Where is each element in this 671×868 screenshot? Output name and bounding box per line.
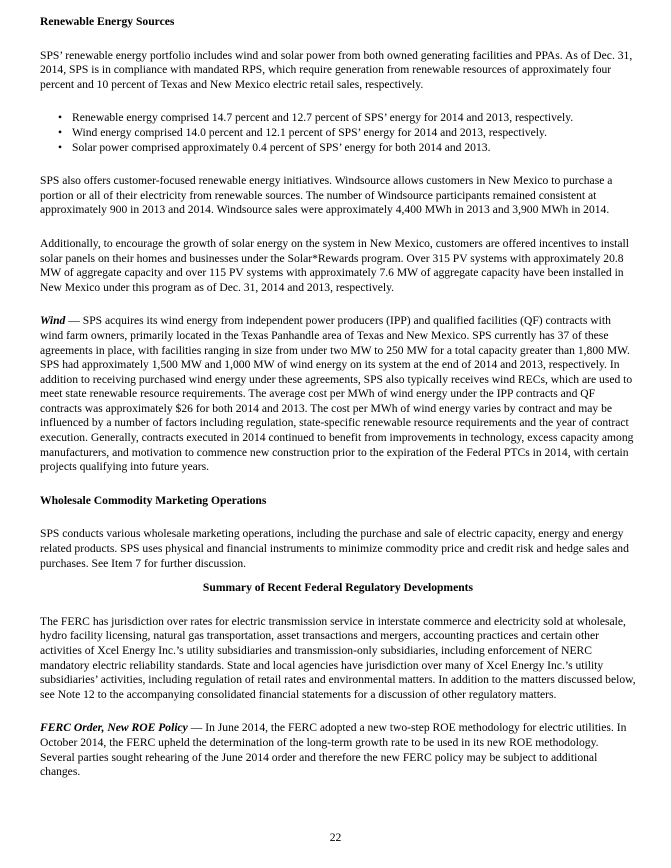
heading-renewable-energy-sources: Renewable Energy Sources (40, 15, 175, 28)
bullet-icon: • (58, 125, 63, 139)
paragraph-windsource: SPS also offers customer-focused renewable energy initiatives. Windsource allows customers in New Mexico to purchase a portion or all of their electricity from renewable sources. The number of Windsource participants remained consistent at approximately 900 in 2013 and 2014. Windsource sales were approximately 4,400 MWh in 2013 and 3,900 MWh in 2014. (40, 174, 613, 217)
paragraph-ferc-roe (40, 721, 636, 779)
ferc-lead: FERC Order, New ROE Policy (40, 721, 188, 735)
list-item-text: Wind energy comprised 14.0 percent and 12.1 percent of SPS’ energy for 2014 and 2013, respectively. (72, 125, 547, 139)
wind-lead: Wind (40, 314, 66, 328)
page-number: 22 (329, 831, 342, 844)
ferc-text: — In June 2014, the FERC adopted a new two-step ROE methodology for electric utilities. In October 2014, the FERC upheld the determination of the long-term growth rate to be used in its new ROE methodology. Several parties sought rehearing of the June 2014 order and therefore the new FERC policy may be subject to additional changes. (40, 721, 627, 779)
list-item (40, 141, 636, 156)
paragraph-solar-rewards: Additionally, to encourage the growth of solar energy on the system in New Mexico, customers are offered incentives to install solar panels on their homes and businesses under the Solar*Rewards program. Over 315 PV systems with approximately 20.8 MW of aggregate capacity and over 115 PV systems with approximately 7.6 MW of aggregate capacity have been installed in New Mexico under this program as of Dec. 31, 2014 and 2013, respectively. (40, 236, 629, 294)
wind-text: — SPS acquires its wind energy from independent power producers (IPP) and qualified facilities (QF) contracts with wind farm owners, primarily located in the Texas Panhandle area of Texas and New Mexico. SPS currently has 37 of these agreements in place, with facilities ranging in size from under two MW to 250 MW for a total capacity greater than 1,800 MW. SPS had approximately 1,500 MW and 1,000 MW of wind energy on its system at the end of 2014 and 2013, respectively. In addition to receiving purchased wind energy under these agreements, SPS also typically receives wind RECs, which are used to meet state renewable resource requirements. The average cost per MWh of wind energy under the IPP contracts and QF contracts was approximately $26 for both 2014 and 2013. The cost per MWh of wind energy varies by contract and may be influenced by a number of factors including regulation, state-specific renewable resource requirements and the year of contract execution. Generally, contracts executed in 2014 continued to benefit from improvements in technology, excess capacity among manufacturers, and motivation to commence new construction prior to the expiration of the Federal PTCs in 2014, with certain projects qualifying into future years. (40, 314, 634, 474)
paragraph-wholesale: SPS conducts various wholesale marketing operations, including the purchase and sale of electric capacity, energy and energy related products. SPS uses physical and financial instruments to minimize commodity price and credit risk and hedge sales and purchases. See Item 7 for further discussion. (40, 527, 629, 570)
paragraph-wind (40, 314, 636, 475)
list-item-text: Renewable energy comprised 14.7 percent and 12.7 percent of SPS’ energy for 2014 and 2013, respectively. (72, 111, 574, 125)
paragraph-renewable-portfolio: SPS’ renewable energy portfolio includes wind and solar power from both owned generating facilities and PPAs. As of Dec. 31, 2014, SPS is in compliance with mandated RPS, which require generation from renewable resources of approximately four percent and 10 percent of Texas and New Mexico electric retail sales, respectively. (40, 48, 633, 91)
paragraph-ferc-jurisdiction: The FERC has jurisdiction over rates for electric transmission service in interstate commerce and electricity sold at wholesale, hydro facility licensing, natural gas transportation, asset transactions and mergers, accounting practices and certain other activities of Xcel Energy Inc.’s utility subsidiaries and transmission-only subsidiaries, including enforcement of NERC mandatory electric reliability standards. State and local agencies have jurisdiction over many of Xcel Energy Inc.’s utility subsidiaries’ activities, including regulation of retail rates and environmental matters. In addition to the matters discussed below, see Note 12 to the accompanying consolidated financial statements for a discussion of other regulatory matters. (40, 614, 636, 701)
heading-federal-regulatory: Summary of Recent Federal Regulatory Developments (202, 581, 474, 595)
renewable-bullet-list (40, 111, 636, 155)
list-item (40, 126, 636, 141)
bullet-icon: • (58, 140, 63, 154)
page-content (40, 15, 636, 799)
list-item (40, 111, 636, 126)
bullet-icon: • (58, 111, 63, 125)
list-item-text: Solar power comprised approximately 0.4 percent of SPS’ energy for both 2014 and 2013. (72, 140, 491, 154)
heading-wholesale-commodity: Wholesale Commodity Marketing Operations (40, 493, 267, 507)
